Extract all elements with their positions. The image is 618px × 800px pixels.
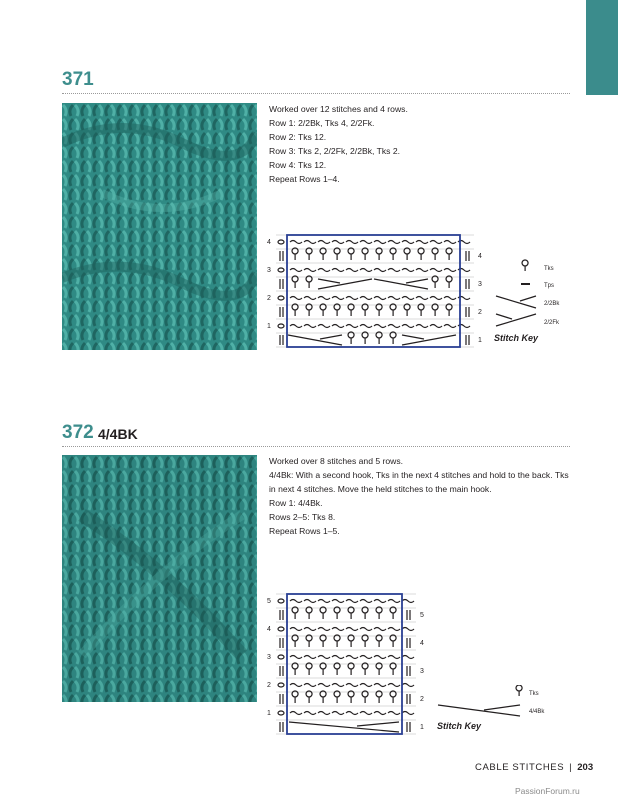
key-label: 2/2Fk xyxy=(544,320,560,326)
section-name: CABLE STITCHES xyxy=(475,762,565,773)
cable-front-icon xyxy=(496,314,536,326)
key-label: Tks xyxy=(544,266,554,272)
row-label: 2 xyxy=(420,696,424,703)
instruction-line: 4/4Bk: With a second hook, Tks in the next 4 stitches and hold to the back. Tks in next 4 stitches. Move the held stitches to the main hook. xyxy=(269,470,569,494)
stitch-name-372: 4/4BK xyxy=(98,426,138,442)
key-label: Tks xyxy=(529,691,539,697)
swatch-photo-372 xyxy=(62,455,257,702)
row-label: 1 xyxy=(478,337,482,344)
row-label: 4 xyxy=(267,239,271,246)
instruction-line: Row 1: 4/4Bk. xyxy=(269,498,323,508)
instruction-line: Row 2: Tks 12. xyxy=(269,132,327,142)
page-footer xyxy=(475,762,593,773)
key-title: Stitch Key xyxy=(494,333,539,343)
row-label: 5 xyxy=(267,598,271,605)
stitch-key-372 xyxy=(434,685,564,735)
stitch-number-372: 372 xyxy=(62,422,94,443)
row-label: 1 xyxy=(420,724,424,731)
row-label: 2 xyxy=(478,309,482,316)
row-label: 3 xyxy=(420,668,424,675)
row-label: 1 xyxy=(267,323,271,330)
page-number: 203 xyxy=(577,762,594,773)
row-label: 2 xyxy=(267,295,271,302)
swatch-photo-371 xyxy=(62,103,257,350)
stitch-key-371 xyxy=(490,258,590,348)
stitch-chart-372 xyxy=(262,589,432,739)
key-title: Stitch Key xyxy=(437,721,482,731)
tks-icon xyxy=(516,685,522,696)
instruction-line: Rows 2–5: Tks 8. xyxy=(269,512,336,522)
key-label: Tps xyxy=(544,283,555,289)
row-label: 1 xyxy=(267,710,271,717)
row-label: 5 xyxy=(420,612,424,619)
instruction-line: Repeat Rows 1–5. xyxy=(269,526,340,536)
instructions-372 xyxy=(269,454,569,538)
row-label: 3 xyxy=(267,654,271,661)
key-label: 4/4Bk xyxy=(529,709,545,715)
cable-back-icon xyxy=(496,296,536,308)
stitch-number-371: 371 xyxy=(62,69,94,90)
footer-separator: | xyxy=(569,762,573,773)
row-label: 4 xyxy=(478,253,482,260)
section-divider xyxy=(62,446,570,447)
watermark: PassionForum.ru xyxy=(515,786,580,796)
instruction-line: Row 3: Tks 2, 2/2Fk, 2/2Bk, Tks 2. xyxy=(269,146,401,156)
instruction-line: Worked over 8 stitches and 5 rows. xyxy=(269,456,404,466)
instruction-line: Worked over 12 stitches and 4 rows. xyxy=(269,104,408,114)
chapter-tab xyxy=(586,0,618,95)
row-label: 2 xyxy=(267,682,271,689)
instruction-line: Repeat Rows 1–4. xyxy=(269,174,340,184)
stitch-chart-371 xyxy=(262,228,487,353)
key-label: 2/2Bk xyxy=(544,301,560,307)
row-label: 3 xyxy=(267,267,271,274)
section-divider xyxy=(62,93,570,94)
instruction-line: Row 1: 2/2Bk, Tks 4, 2/2Fk. xyxy=(269,118,375,128)
tks-icon xyxy=(522,260,528,271)
instruction-line: Row 4: Tks 12. xyxy=(269,160,327,170)
instructions-371 xyxy=(269,102,569,186)
cable-back-icon xyxy=(438,705,520,716)
row-label: 3 xyxy=(478,281,482,288)
row-label: 4 xyxy=(420,640,424,647)
row-label: 4 xyxy=(267,626,271,633)
